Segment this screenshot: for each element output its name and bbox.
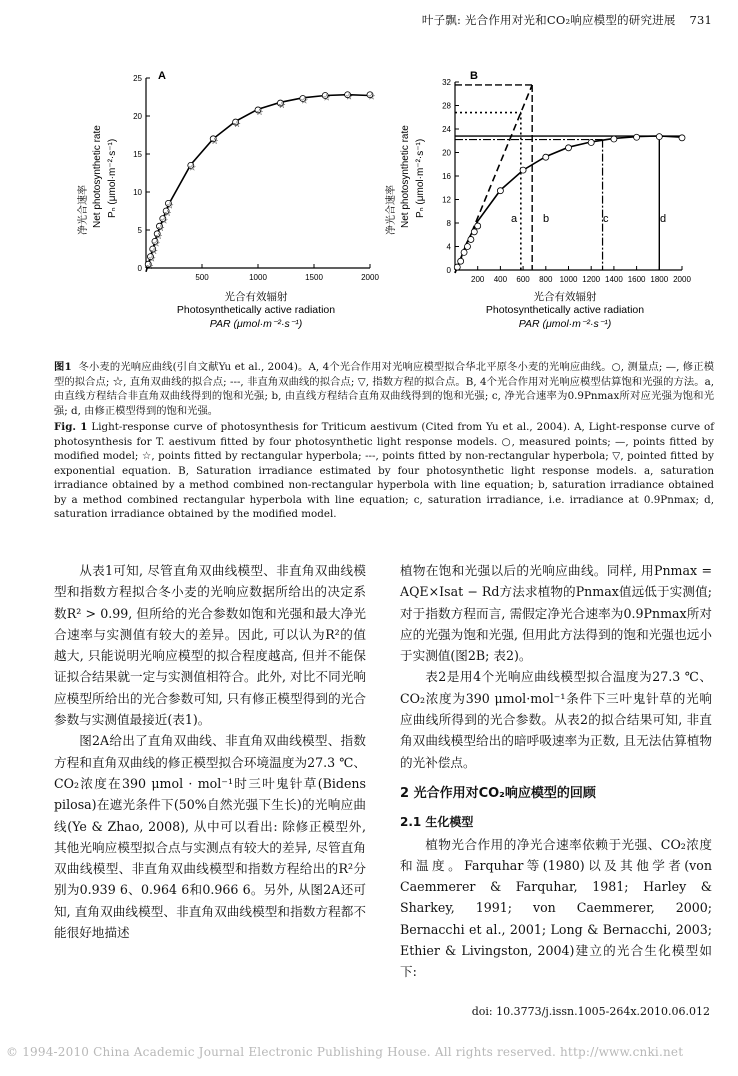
panel-a-star-point: ☆ [145, 261, 154, 272]
right-paragraph-2: 表2是用4个光响应曲线模型拟合温度为27.3 ℃、CO₂浓度为390 μmol·mol⁻¹条件下三叶鬼针草的光响应曲线所得到的光合参数。从表2的拟合结果可知, 非直角双曲线模型给出的暗呼吸速率为正数, 且无法估算植物的光补偿点。 [400, 669, 712, 770]
right-paragraph-1: 植物在饱和光强以后的光响应曲线。同样, 用Pnmax = AQE×Isat − Rd方法求植物的Pnmax值远低于实测值; 对于指数方程而言, 需假定净光合速率为0.9Pnmax所对应的光强为饱和光强, 但用此方法得到的饱和光强也远小于实测值(图2B; 表2)。 [400, 563, 712, 664]
figure-1 [0, 60, 738, 350]
panel-b-measured-point [679, 135, 685, 141]
doi: doi: 10.3773/j.issn.1005-264x.2010.06.012 [471, 1005, 710, 1018]
panel-b-xtick-label: 1000 [559, 275, 578, 284]
panel-a-ylabel-zh: 净光合速率 [78, 185, 89, 235]
panel-a-star-point: ☆ [150, 246, 159, 256]
panel-b-measured-point [497, 188, 503, 194]
panel-a-ytick-label: 25 [133, 74, 142, 83]
left-paragraph-2: 图2A给出了直角双曲线、非直角双曲线模型、指数方程和直角双曲线的修正模型拟合环境温度为27.3 ℃、CO₂浓度在390 μmol · mol⁻¹时三叶鬼针草(Bidens pilosa)在遮光条件下(50%自然光强下生长)的光响应曲线(Ye & Zhao, 2008), 从中可以看出: 除修正模型外, 其他光响应模型拟合点与实测点有较大的差异, 尽管直角双曲线模型、非直角双曲线模型和指数方程给出的R²分别为0.939 6、0.964 6和0.966 6。另外, 从图2A还可知, 直角双曲线模型、非直角双曲线模型和指数方程都不能很好地描述 [54, 733, 366, 941]
panel-a-xlabel-zh: 光合有效辐射 [224, 291, 288, 303]
panel-a-star-point: ☆ [154, 230, 163, 241]
region-labels [511, 213, 666, 225]
page-number: 731 [689, 13, 712, 27]
panel-b-xtick-label: 1400 [605, 275, 623, 284]
panel-a-ylabels [76, 125, 118, 235]
panel-b-ylabel-zh: 净光合速率 [386, 185, 397, 235]
panel-b-xtick-label: 800 [539, 275, 553, 284]
panel-a-ytick-label: 15 [133, 150, 142, 159]
panel-a-ytick-label: 0 [137, 264, 142, 273]
panel-b-fit-curve [455, 136, 682, 273]
panel-a-star-point: ☆ [300, 95, 309, 106]
panel-a-star-point: ☆ [255, 106, 264, 117]
caption-en [54, 420, 714, 522]
panel-a-ytick-label: 20 [133, 112, 142, 121]
right-column [400, 560, 712, 983]
header-title: 叶子飘: 光合作用对光和CO₂响应模型的研究进展 [421, 13, 676, 27]
panel-a-xtick-label: 1000 [249, 273, 267, 282]
panel-b-measured-point [543, 154, 549, 160]
panel-b-measured-point [475, 223, 481, 229]
panel-a-star-point: ☆ [233, 119, 242, 130]
panel-b-ytick-label: 32 [442, 78, 451, 87]
caption-en-lead: Fig. 1 [54, 421, 88, 433]
panel-b-measured-point [468, 236, 474, 242]
panel-a-ylabel-en: Net photosynthetic rate [92, 125, 103, 228]
panel-a-star-point: ☆ [188, 162, 197, 173]
panel-a-star-point: ☆ [277, 100, 286, 111]
panel-a-xlabel-en: Photosynthetically active radiation [176, 304, 336, 316]
panel-b-ylabels [384, 125, 426, 235]
panel-a-star-point: ☆ [152, 238, 161, 249]
panel-a-xtick-label: 1500 [305, 273, 323, 282]
panel-b-measured-point [461, 249, 467, 255]
panel-b-ytick-label: 8 [446, 219, 451, 228]
panel-b-measured-point [588, 140, 594, 146]
caption-zh [54, 360, 714, 418]
panel-a-ytick-label: 10 [133, 188, 142, 197]
panel-b-label: B [470, 70, 478, 82]
copyright-footer: © 1994-2010 China Academic Journal Electronic Publishing House. All rights reserved. http://www.cnki.net [6, 1045, 684, 1059]
panel-b-ytick-label: 24 [442, 125, 451, 134]
caption-en-text: Light-response curve of photosynthesis for Triticum aestivum (Cited from Yu et al., 2004). A, Light-response curve of photosynthesis for T. aestivum fitted by four photosynthetic light response models. ○, measured points; —, points fitted by modified model; ☆, points fitted by rectangular hyperbola; ---, points fitted by non-rectangular hyperbola; ▽, pointed fitted by exponential equation. B, Saturation irradiance estimated by four photosynthetic light response models. a, saturation irradiance obtained by a method combined non-rectangular hyperbola with line equation; b, saturation irradiance obtained by a method combined rectangular hyperbola with line equation; c, saturation irradiance, i.e. irradiance at 0.9Pnmax; d, saturation irradiance obtained by the modified model. [54, 421, 715, 520]
panel-a-xlabels [177, 290, 335, 330]
panel-b-plot [442, 78, 691, 284]
caption-zh-text: 冬小麦的光响应曲线(引自文献Yu et al., 2004)。A, 4个光合作用对光响应模型拟合华北平原冬小麦的光响应曲线。○, 测量点; —, 修正模型的拟合点; ☆, 直角双曲线的拟合点; ---, 非直角双曲线的拟合点; ▽, 指数方程的拟合点。B, 4个光合作用对光响应模型估算饱和光强的方法。a, 由直线方程结合非直角双曲线得到的饱和光强; b, 由直线方程结合直角双曲线得到的饱和光强; c, 净光合速率为0.9Pnmax所对应光强为饱和光强; d, 由修正模型得到的饱和光强。 [54, 361, 715, 417]
panel-b-measured-point [656, 134, 662, 140]
panel-b-ytick-label: 12 [442, 195, 451, 205]
region-label-c: c [603, 213, 609, 225]
panel-a-star-point: ☆ [210, 135, 219, 146]
panel-a-plot [133, 74, 379, 282]
panel-b-xtick-label: 1600 [627, 275, 646, 284]
panel-b-xlabel-en: Photosynthetically active radiation [485, 304, 645, 316]
panel-b-xlabel-zh: 光合有效辐射 [533, 291, 597, 303]
panel-a-star-point: ☆ [345, 91, 354, 102]
panel-b-measured-point [634, 134, 640, 140]
running-header [412, 12, 712, 28]
panel-b-ytick-label: 4 [446, 242, 451, 252]
panel-b-xtick-label: 400 [493, 275, 508, 284]
panel-a-xlabel-sym: PAR (μmol·m⁻²·s⁻¹) [209, 318, 303, 330]
panel-a-ytick-label: 5 [137, 226, 142, 235]
panel-b-measured-point [566, 145, 572, 151]
panel-b-measured-point [458, 258, 464, 264]
panel-b-xtick-label: 200 [471, 275, 485, 284]
panel-b-xtick-label: 1800 [650, 275, 669, 284]
panel-a-star-point: ☆ [322, 92, 331, 103]
panel-b-ylabel-en: Net photosynthetic rate [400, 125, 411, 228]
panel-b-xtick-label: 1200 [582, 275, 601, 284]
panel-a-fit-curve [146, 95, 370, 272]
panel-b-measured-point [471, 229, 477, 235]
right-paragraph-3: 植物光合作用的净光合速率依赖于光强、CO₂浓度和温度。Farquhar等(1980)以及其他学者(von Caemmerer & Farquhar, 1981; Harley & Sharkey, 1991; von Caemmerer, 2000; Bernacchi et al., 2001; Long & Bernacchi, 2003; Ethier & Livingston, 2004)建立的光合生化模型如下: [400, 836, 712, 980]
panel-a-star-point: ☆ [165, 200, 174, 211]
panel-b-measured-point [454, 264, 460, 270]
panel-a-xtick-label: 2000 [361, 273, 379, 282]
panel-b-ytick-label: 0 [446, 266, 451, 275]
left-column [54, 560, 366, 943]
left-paragraph-1: 从表1可知, 尽管直角双曲线模型、非直角双曲线模型和指数方程拟合冬小麦的光响应数据所给出的决定系数R² > 0.99, 但所给的光合参数如饱和光强和最大净光合速率与实测值有较大的差异。因此, 可以认为R²的值越大, 只能说明光响应模型的拟合程度越高, 但并不能保证拟合结果就一定与实测值相符合。此外, 对比不同光响应模型所给出的光合参数可知, 只有修正模型得到的光合参数与实测值最接近(表1)。 [54, 563, 366, 728]
panel-a-star-point: ☆ [147, 253, 157, 264]
panel-b-measured-point [464, 244, 470, 250]
region-label-b: b [543, 213, 550, 225]
panel-b-xtick-label: 600 [516, 275, 530, 284]
panel-b-xlabels [486, 290, 644, 330]
panel-b-ylabel-sym: Pₙ (μmol·m⁻²·s⁻¹) [415, 138, 426, 218]
panel-b-ytick-label: 28 [442, 101, 451, 111]
panel-b-measured-point [611, 136, 617, 142]
region-label-a: a [511, 213, 518, 225]
panel-b-xtick-label: 2000 [673, 275, 691, 284]
caption-zh-lead: 图1 [54, 361, 72, 373]
panel-a-star-point: ☆ [160, 215, 169, 226]
region-label-d: d [660, 213, 667, 225]
section-2-heading: 2 光合作用对CO₂响应模型的回顾 [400, 785, 596, 801]
panel-a-ylabel-sym: Pₙ (μmol·m⁻²·s⁻¹) [107, 138, 118, 218]
panel-a-label: A [158, 70, 166, 82]
panel-b-ytick-label: 20 [442, 148, 451, 158]
panel-a-xtick-label: 500 [195, 273, 209, 282]
section-2-1-heading: 2.1 生化模型 [400, 815, 474, 830]
panel-a-star-point: ☆ [156, 223, 165, 234]
panel-b-measured-point [520, 167, 526, 173]
panel-a-star-point: ☆ [163, 208, 172, 218]
panel-a-star-point: ☆ [367, 91, 376, 102]
panel-b-xlabel-sym: PAR (μmol·m⁻²·s⁻¹) [518, 318, 612, 330]
panel-b-ytick-label: 16 [442, 172, 451, 181]
